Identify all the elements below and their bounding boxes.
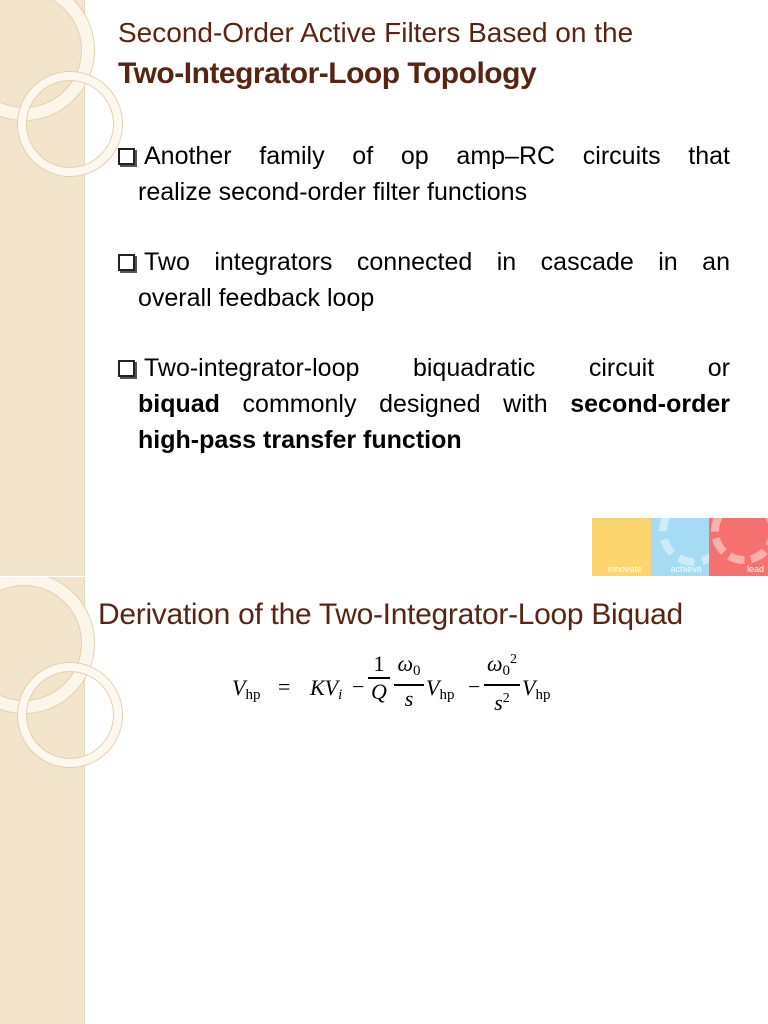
logo-label: achieve — [670, 564, 702, 574]
equation-term: $V_{hp}$ — [522, 675, 551, 703]
equals-sign: = — [278, 674, 291, 699]
bullet-item — [118, 350, 730, 458]
slide-title-line2: Two-Integrator-Loop Topology — [118, 57, 537, 90]
checkbox-bullet-icon — [118, 360, 135, 377]
bullet-item — [118, 138, 730, 210]
bullet-list — [118, 138, 730, 492]
bullet-text: Another family of op amp–RC circuits that — [144, 142, 730, 170]
institution-logo — [592, 518, 768, 576]
fraction: $\omega_0^2$ $s^2$ — [484, 647, 520, 716]
bullet-text: Two integrators connected in cascade in an — [144, 248, 730, 276]
bullet-text: realize second-order filter functions — [138, 178, 528, 206]
equation-lhs: $V_{hp}$ — [232, 675, 261, 703]
bullet-item — [118, 244, 730, 316]
gear-icon — [659, 518, 710, 566]
bold-term: biquad — [138, 390, 220, 418]
bullet-text: Two-integrator-loop biquadratic circuit or — [144, 354, 730, 382]
bullet-text-mid: commonly designed with — [219, 390, 571, 418]
equation — [232, 647, 552, 731]
decorative-ring — [18, 72, 122, 176]
minus-sign: − — [352, 674, 365, 699]
gear-icon — [711, 518, 768, 564]
slide-title: Derivation of the Two-Integrator-Loop Biquad — [98, 598, 683, 631]
equation-term: $V_{hp}$ — [426, 675, 455, 703]
fraction: $\omega_0$ s — [394, 651, 424, 712]
logo-label: innovate — [608, 564, 643, 574]
decorative-ring — [18, 663, 122, 767]
logo-label: lead — [747, 564, 765, 574]
bold-term: second-order high-pass transfer function — [138, 390, 730, 454]
equation-term: $KV_i$ — [310, 675, 343, 703]
logo-segment — [709, 518, 768, 576]
fraction: 1 Q — [368, 651, 390, 705]
checkbox-bullet-icon — [118, 254, 135, 271]
minus-sign: − — [468, 674, 481, 699]
bullet-text: overall feedback loop — [138, 284, 375, 312]
bullet-text — [138, 386, 730, 458]
logo-segment — [651, 518, 710, 576]
checkbox-bullet-icon — [118, 148, 135, 165]
slide-2 — [0, 577, 768, 1024]
slide-title-line1: Second-Order Active Filters Based on the — [118, 17, 634, 48]
logo-segment — [592, 518, 651, 576]
